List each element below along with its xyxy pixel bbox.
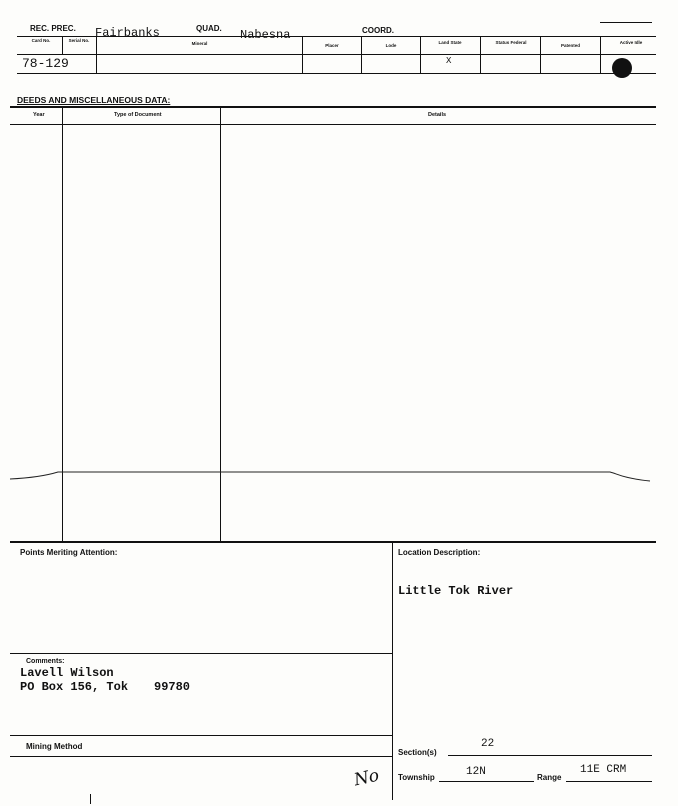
col-header-patented: Patented — [560, 43, 580, 48]
col-header-lode: Lode — [385, 43, 397, 48]
col-header-status-federal: Status Federal — [495, 40, 527, 45]
claim-table-top-rule — [17, 36, 656, 37]
bottom-section-divider — [392, 542, 393, 800]
location-label: Location Description: — [398, 548, 481, 557]
card-no-value: 78-129 — [22, 56, 69, 71]
col-header-serial-no: Serial No. — [68, 38, 90, 43]
section-value: 22 — [481, 738, 495, 750]
bottom-section-top-rule — [10, 541, 656, 543]
coord-label: COORD. — [362, 26, 394, 35]
land-state-mark: X — [446, 56, 452, 66]
rec-prec-value: Fairbanks — [95, 26, 160, 40]
paper-fold-line — [0, 462, 678, 492]
deeds-col-type: Type of Document — [114, 112, 162, 118]
active-status-dot — [612, 58, 632, 78]
deeds-col-year: Year — [33, 112, 45, 118]
col-divider — [420, 37, 421, 73]
location-value: Little Tok River — [398, 584, 514, 598]
mining-method-top-rule — [10, 735, 392, 736]
col-divider — [480, 37, 481, 73]
township-label: Township — [398, 773, 435, 782]
col-header-active-idle: Active Idle — [619, 40, 643, 45]
mining-method-bottom-rule — [10, 756, 392, 757]
col-header-card-no: Card No. — [31, 38, 51, 43]
comments-line-1: Lavell Wilson — [20, 666, 114, 680]
claim-table-header-rule — [17, 54, 656, 55]
township-value: 12N — [466, 766, 486, 778]
quad-label: QUAD. — [196, 24, 222, 33]
mining-method-label: Mining Method — [26, 742, 83, 751]
rec-prec-label: REC. PREC. — [30, 24, 76, 33]
col-header-placer: Placer — [325, 43, 339, 48]
comments-top-rule — [10, 653, 392, 654]
quad-value: Nabesna — [240, 28, 291, 42]
header-dash-line — [600, 22, 652, 23]
comments-line-2-zip: 99780 — [154, 680, 191, 694]
mining-method-handwritten: No — [352, 765, 381, 791]
page-margin-tick — [90, 794, 91, 804]
comments-label: Comments: — [26, 658, 65, 665]
section-underline — [448, 755, 652, 756]
points-label: Points Meriting Attention: — [20, 548, 118, 557]
range-label: Range — [537, 773, 562, 782]
col-divider — [600, 37, 601, 73]
range-value: 11E CRM — [580, 764, 627, 776]
range-underline — [566, 781, 652, 782]
col-header-mineral: Mineral — [191, 41, 208, 46]
deeds-top-rule — [10, 106, 656, 108]
deeds-header-rule — [10, 124, 656, 125]
comments-line-2-address: PO Box 156, Tok — [20, 680, 129, 694]
deeds-title: DEEDS AND MISCELLANEOUS DATA: — [17, 95, 171, 105]
township-underline — [439, 781, 534, 782]
claim-table-bottom-rule — [17, 73, 656, 74]
col-header-land-state: Land State — [438, 40, 462, 45]
section-label: Section(s) — [398, 748, 437, 757]
deeds-col-details: Details — [428, 112, 447, 118]
